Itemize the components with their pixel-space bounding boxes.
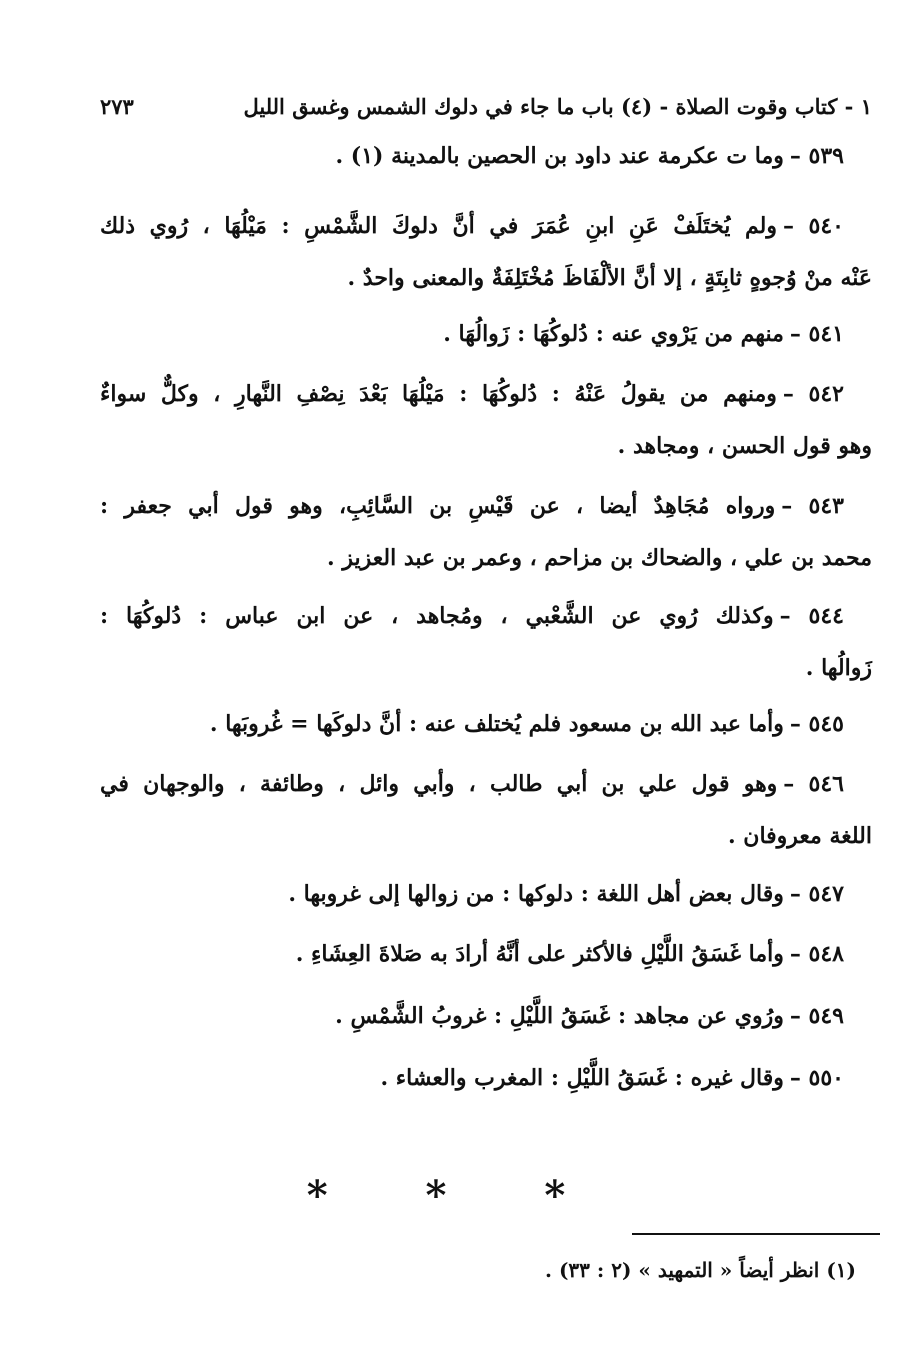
paragraph-544 <box>100 590 872 694</box>
paragraph-548 <box>100 928 844 980</box>
paragraph-text: وما ت عكرمة عند داود بن الحصين بالمدينة (١) . <box>335 143 784 169</box>
paragraph-number: ٥٤٨ – <box>789 941 844 967</box>
paragraph-text: وقال بعض أهل اللغة : دلوكها : من زوالها إلى غروبها . <box>288 881 784 907</box>
paragraph-541 <box>100 308 844 360</box>
paragraph-543 <box>100 480 872 584</box>
paragraph-number: ٥٥٠ – <box>789 1065 844 1091</box>
paragraph-text: اللغة معروفان . <box>727 823 872 849</box>
paragraph-number: ٥٤٣ – <box>781 493 844 519</box>
running-header <box>100 88 872 124</box>
paragraph-number: ٥٤٤ – <box>779 603 844 629</box>
paragraph-550 <box>100 1052 844 1104</box>
paragraph-text: زَوالُها . <box>805 655 872 681</box>
paragraph-549 <box>100 990 844 1042</box>
paragraph-text: عَنْه منْ وُجوهٍ ثابِتَةٍ ، إلا أنَّ الألْفَاظَ مُخْتَلِفَةٌ والمعنى واحدٌ . <box>347 265 872 291</box>
paragraph-text: ولم يُختَلَفْ عَنِ ابنِ عُمَرَ في أنَّ دلوكَ الشَّمْسِ : مَيْلُهَا ، رُوي ذلك <box>100 213 777 239</box>
paragraph-text: وكذلك رُوي عن الشَّعْبي ، ومُجاهد ، عن ابن عباس : دُلوكُهَا : <box>100 603 774 629</box>
paragraph-number: ٥٤٧ – <box>789 881 844 907</box>
footnote-divider <box>632 1233 880 1235</box>
paragraph-number: ٥٤٥ – <box>789 711 844 737</box>
paragraph-540 <box>100 200 872 304</box>
paragraph-542 <box>100 368 872 472</box>
paragraph-text: وأما غَسَقُ اللَّيْلِ فالأكثر على أنَّهُ أرادَ به صَلاةَ العِشَاءِ . <box>295 941 784 967</box>
paragraph-number: ٥٤٩ – <box>789 1003 844 1029</box>
paragraph-547 <box>100 868 844 920</box>
paragraph-539 <box>100 130 844 182</box>
paragraph-text: ومنهم من يقولُ عَنْهُ : دُلوكُهَا : مَيْلُهَا بَعْدَ نِصْفِ النَّهارِ ، وكلٌّ سواءٌ <box>100 381 777 407</box>
paragraph-number: ٥٤٠ – <box>782 213 844 239</box>
paragraph-text: ورُوي عن مجاهد : غَسَقُ اللَّيْلِ : غروبُ الشَّمْسِ . <box>335 1003 784 1029</box>
page-number: ٢٧٣ <box>100 93 134 119</box>
paragraph-text: منهم من يَرْوي عنه : دُلوكُهَا : زَوالُهَا . <box>443 321 784 347</box>
paragraph-text: ورواه مُجَاهِدٌ أيضا ، عن قَيْسِ بن السَّائِبِ، وهو قول أبي جعفر : <box>100 493 776 519</box>
header-title: ١ - كتاب وقوت الصلاة - (٤) باب ما جاء في دلوك الشمس وغسق الليل <box>243 93 872 119</box>
paragraph-text: وهو قول الحسن ، ومجاهد . <box>617 433 872 459</box>
paragraph-number: ٥٤٦ – <box>783 771 844 797</box>
paragraph-number: ٥٤٢ – <box>782 381 844 407</box>
paragraph-number: ٥٤١ – <box>789 321 844 347</box>
paragraph-text: محمد بن علي ، والضحاك بن مزاحم ، وعمر بن عبد العزيز . <box>327 545 872 571</box>
paragraph-545 <box>100 698 844 750</box>
paragraph-number: ٥٣٩ – <box>789 143 844 169</box>
paragraph-text: وقال غيره : غَسَقُ اللَّيْلِ : المغرب والعشاء . <box>380 1065 784 1091</box>
paragraph-546 <box>100 758 872 862</box>
footnote: (١) انظر أيضاً « التمهيد » (٢ : ٣٣) . <box>545 1258 856 1282</box>
paragraph-text: وأما عبد الله بن مسعود فلم يُختلف عنه : أنَّ دلوكَها = غُروبَها . <box>209 711 784 737</box>
section-separator: * * * <box>306 1172 608 1219</box>
paragraph-text: وهو قول علي بن أبي طالب ، وأبي وائل ، وطائفة ، والوجهان في <box>100 771 778 797</box>
